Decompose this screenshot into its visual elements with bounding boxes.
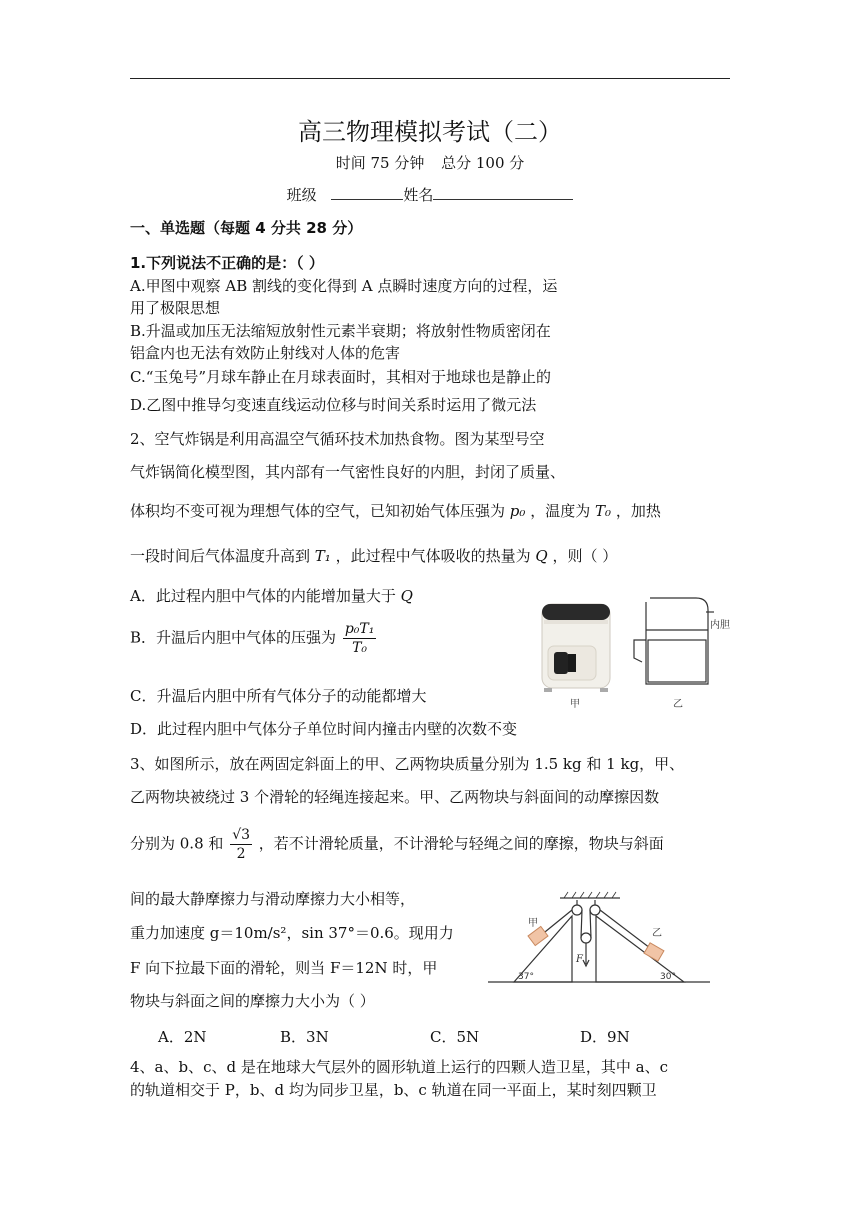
- q2-option-a-symbol: Q: [400, 587, 413, 605]
- q2-line3-text-a: 体积均不变可视为理想气体的空气，已知初始气体压强为: [130, 502, 506, 520]
- q2-line4-text-b: ，此过程中气体吸收的热量为: [335, 547, 531, 565]
- q1-option-d: D.乙图中推导匀变速直线运动位移与时间关系时运用了微元法: [130, 396, 537, 414]
- name-blank[interactable]: [433, 185, 573, 200]
- symbol-p0: p₀: [509, 502, 526, 520]
- class-label: 班级: [286, 186, 317, 204]
- label-angle-37: 37°: [518, 972, 534, 982]
- name-label: 姓名: [403, 186, 434, 204]
- q3-line6: F 向下拉最下面的滑轮，则当 F＝12N 时，甲: [130, 959, 438, 977]
- q4-line1: 4、a、b、c、d 是在地球大气层外的圆形轨道上运行的四颗人造卫星，其中 a、c: [130, 1058, 668, 1076]
- symbol-T0: T₀: [595, 502, 612, 520]
- fraction-numerator: p₀T₁: [344, 621, 375, 637]
- q2-line4: [130, 545, 617, 566]
- q2-line2: 气炸锅简化模型图，其内部有一气密性良好的内胆，封闭了质量、: [130, 463, 566, 481]
- q1-stem: 1.下列说法不正确的是：（ ）: [130, 254, 324, 272]
- q2-line3-text-c: ，加热: [615, 502, 661, 520]
- q3-line3: [130, 826, 664, 863]
- sqrt3-over-2: [230, 826, 252, 863]
- q2-line3: [130, 500, 661, 521]
- q2-option-b-fraction: [343, 620, 377, 657]
- q3-line2: 乙两物块被绕过 3 个滑轮的轻绳连接起来。甲、乙两物块与斜面间的动摩擦因数: [130, 788, 660, 806]
- sqrt3-numerator: √3: [232, 827, 251, 843]
- q3-option-b: B．3N: [280, 1028, 329, 1046]
- label-force-F: F: [576, 954, 583, 965]
- q2-option-a: [130, 585, 413, 606]
- class-name-line: [0, 184, 860, 205]
- air-fryer-photo: [542, 604, 610, 692]
- q1-option-a-line2: 用了极限思想: [130, 299, 221, 317]
- q2-line1: 2、空气炸锅是利用高温空气循环技术加热食物。图为某型号空: [130, 430, 545, 448]
- q3-option-d: D．9N: [580, 1028, 630, 1046]
- q4-line2: 的轨道相交于 P，b、d 均为同步卫星，b、c 轨道在同一平面上，某时刻四颗卫: [130, 1081, 657, 1099]
- q1-option-c: C.“玉兔号”月球车静止在月球表面时，其相对于地球也是静止的: [130, 368, 552, 386]
- incline-pulley-figure: [484, 890, 714, 990]
- q1-option-b-line1: B.升温或加压无法缩短放射性元素半衰期；将放射性物质密闭在: [130, 322, 551, 340]
- air-fryer-figure: [530, 592, 740, 712]
- figure-a-label: 甲: [570, 699, 580, 710]
- figure-b-label: 乙: [673, 699, 683, 710]
- symbol-Q: Q: [535, 547, 548, 565]
- q2-line4-text-d: ，则（ ）: [552, 547, 618, 565]
- exam-title: 高三物理模拟考试（二）: [298, 118, 562, 146]
- q3-line4: 间的最大静摩擦力与滑动摩擦力大小相等，: [130, 890, 416, 908]
- sqrt3-denominator: 2: [236, 846, 246, 862]
- q3-option-c: C．5N: [430, 1028, 480, 1046]
- q3-line5: 重力加速度 g＝10m/s²，sin 37°＝0.6。现用力: [130, 924, 454, 942]
- q2-line3-text-b: ，温度为: [530, 502, 591, 520]
- incline-structure: [488, 892, 710, 982]
- label-jia: 甲: [528, 918, 538, 929]
- air-fryer-schematic: [634, 598, 714, 684]
- q3-line7: 物块与斜面之间的摩擦力大小为（ ）: [130, 992, 375, 1010]
- q3-option-a: A．2N: [158, 1028, 207, 1046]
- q3-line1: 3、如图所示，放在两固定斜面上的甲、乙两物块质量分别为 1.5 kg 和 1 kg，甲、: [130, 755, 685, 773]
- q2-option-b-text: B．升温后内胆中气体的压强为: [130, 628, 337, 647]
- q3-line3-text-a: 分别为 0.8 和: [130, 834, 224, 853]
- label-yi: 乙: [652, 928, 662, 939]
- top-rule: [130, 78, 730, 79]
- inner-liner-label: 内胆: [710, 620, 730, 631]
- q2-option-b: [130, 620, 378, 657]
- q1-option-a-line1: A.甲图中观察 AB 割线的变化得到 A 点瞬时速度方向的过程，运: [130, 277, 558, 295]
- exam-subtitle: [0, 152, 860, 173]
- block-jia: [528, 926, 548, 945]
- section-heading: 一、单选题（每题 4 分共 28 分）: [130, 219, 363, 237]
- exam-time: 时间 75 分钟: [335, 154, 425, 172]
- q3-line3-text-b: ，若不计滑轮质量，不计滑轮与轻绳之间的摩擦，物块与斜面: [258, 834, 664, 853]
- q2-option-d: D．此过程内胆中气体分子单位时间内撞击内壁的次数不变: [130, 720, 518, 738]
- class-blank[interactable]: [331, 185, 403, 200]
- q2-option-c: C．升温后内胆中所有气体分子的动能都增大: [130, 687, 427, 705]
- label-angle-30: 30°: [660, 972, 676, 982]
- fraction-denominator: T₀: [352, 640, 368, 656]
- q1-option-b-line2: 铝盒内也无法有效防止射线对人体的危害: [130, 344, 401, 362]
- symbol-T1: T₁: [314, 547, 331, 565]
- q2-option-a-text: A．此过程内胆中气体的内能增加量大于: [130, 587, 396, 605]
- q2-line4-text-a: 一段时间后气体温度升高到: [130, 547, 311, 565]
- exam-score: 总分 100 分: [441, 154, 525, 172]
